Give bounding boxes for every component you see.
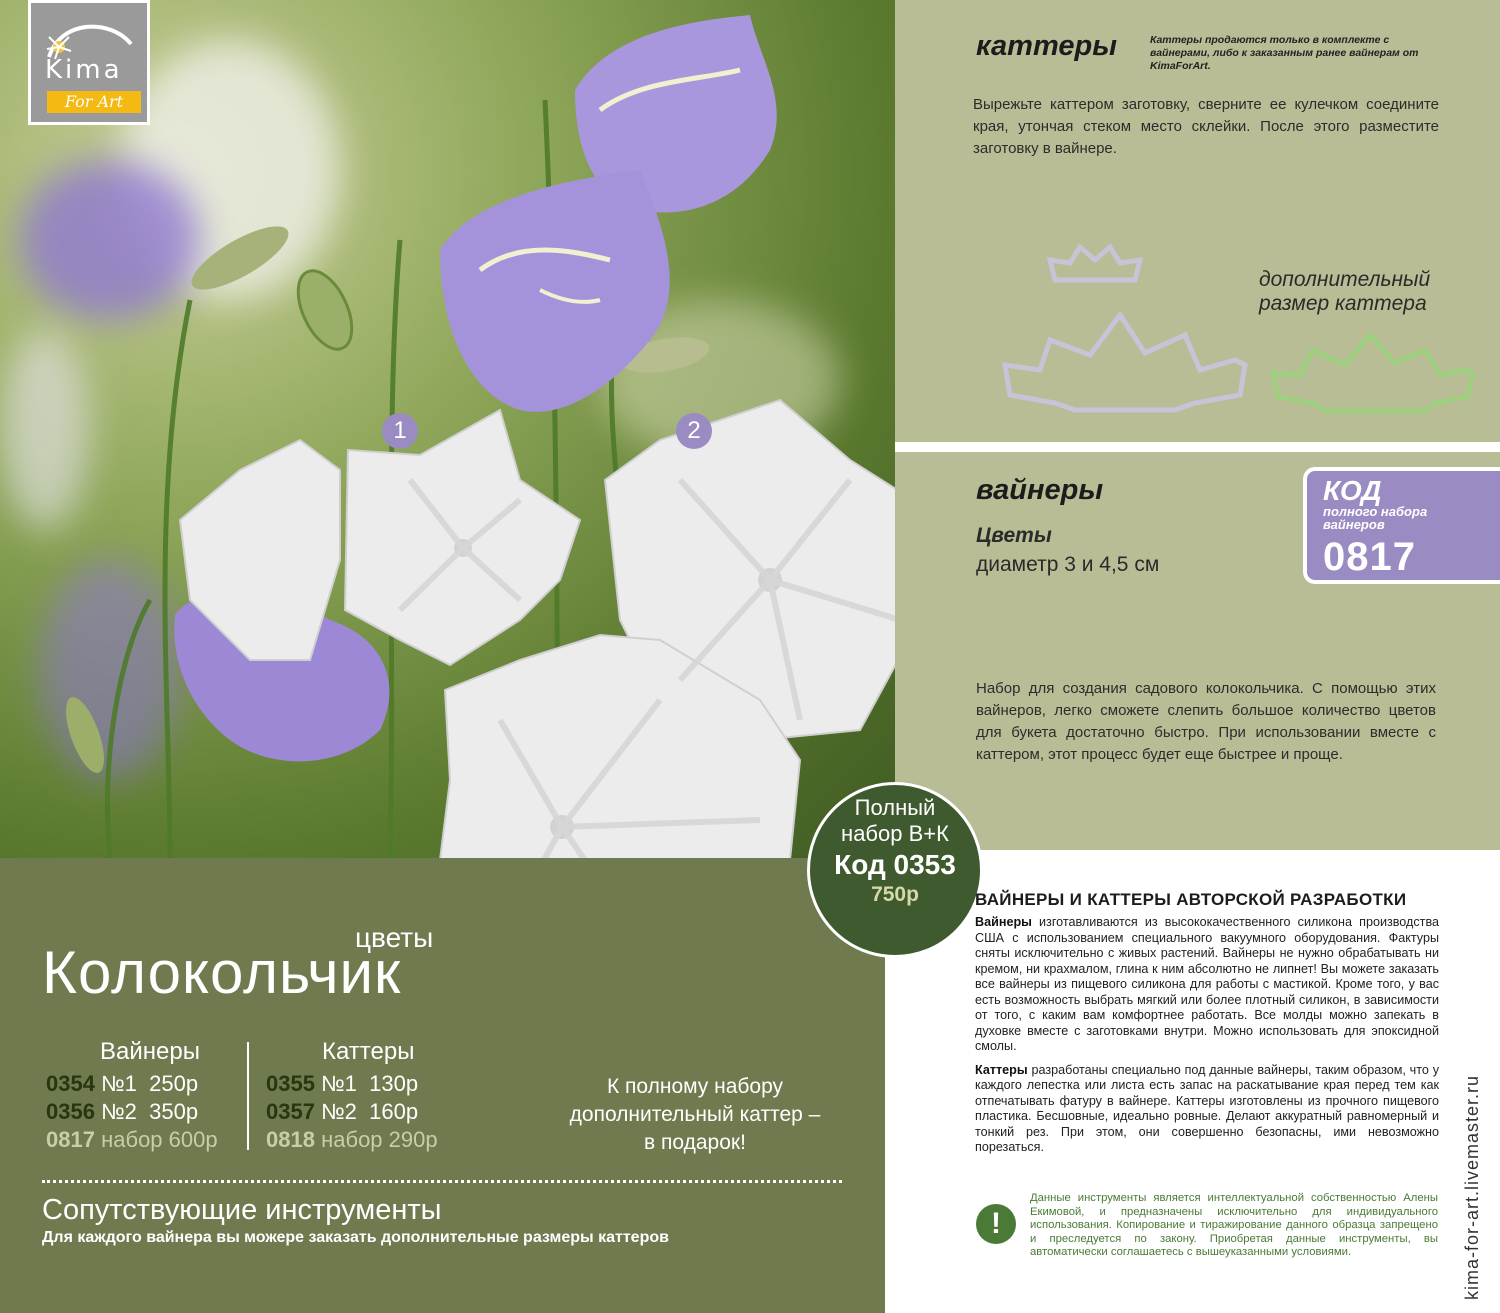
cutters-note: Каттеры продаются только в комплекте с вайнерами, либо к заказанным ранее вайнерам от KimaForArt.: [1150, 34, 1419, 72]
cutters-title: каттеры: [976, 30, 1117, 62]
price-code: 0356: [46, 1099, 95, 1124]
cutters-paragraph-text: разработаны специально под данные вайнеры, таким образом, что у каждого лепестка или листа есть запас на раскатывание края перед тем как отпечатывать фатуру в вайнере. Каттеры изготовлены из прочного пищевого пластика. Бесшовные, идеально ровные. Делают аккуратный равномерный и тонкий рез. При этом, они совершенно безопасны, ими невозможно порезаться.: [975, 1062, 1439, 1154]
logo-wordmark: Kima: [45, 55, 123, 85]
code-box-label: КОД: [1323, 475, 1382, 506]
website-url: kima-for-art.livemaster.ru: [1462, 1074, 1482, 1300]
vainers-price-header: Вайнеры: [100, 1038, 200, 1065]
price-value: 160р: [369, 1099, 419, 1124]
full-set-price: 750р: [871, 883, 919, 906]
price-code: 0817: [46, 1127, 95, 1152]
price-value: 250р: [149, 1071, 199, 1096]
code-box-caption: [1323, 505, 1427, 531]
price-value: 290р: [388, 1127, 438, 1152]
full-set-price-badge: [807, 782, 983, 958]
price-code: 0354: [46, 1071, 95, 1096]
mold-number-1-badge: 1: [382, 413, 418, 449]
cutters-panel: [895, 0, 1500, 442]
gift-line1: К полному набору: [606, 1075, 784, 1098]
vainers-price-list: [46, 1070, 218, 1154]
product-category: цветы: [355, 922, 434, 953]
price-value: 600р: [168, 1127, 218, 1152]
vainers-paragraph: [975, 915, 1439, 1055]
extra-cutter-size-line1: дополнительный: [1259, 268, 1431, 291]
code-box-caption-line1: полного набора: [1323, 504, 1428, 519]
price-divider: [247, 1042, 249, 1150]
price-code: 0818: [266, 1127, 315, 1152]
cutters-paragraph: [975, 1063, 1439, 1156]
cutters-price-list: [266, 1070, 438, 1154]
exclamation-icon: !: [976, 1204, 1016, 1244]
price-item: набор: [321, 1127, 383, 1152]
full-set-code-box: [1303, 467, 1500, 584]
cutters-lead: Каттеры: [975, 1062, 1028, 1077]
price-value: 350р: [149, 1099, 199, 1124]
full-set-line2: набор В+К: [841, 821, 949, 846]
price-item: №2: [101, 1099, 137, 1124]
product-info-panel: [0, 858, 885, 1313]
vainers-diameter: диаметр 3 и 4,5 см: [976, 553, 1160, 576]
product-photo: [0, 0, 895, 858]
kima-logo: [28, 0, 150, 125]
copyright-notice: Данные инструменты является интеллектуальной собственностью Алены Екимовой, и предназначены исключительно для индивидуального использования. Копирование и тиражирование данного образца запрещено и преследуется по закону. Приобретая данные инструменты, вы автоматически соглашаетесь с вышеуказанными условиями.: [1030, 1192, 1438, 1258]
vainers-title: вайнеры: [976, 474, 1104, 506]
extra-cutter-size-line2: размер каттера: [1259, 292, 1427, 315]
vainers-subtitle: Цветы: [976, 524, 1052, 547]
price-item: №2: [321, 1099, 357, 1124]
price-item: набор: [101, 1127, 163, 1152]
price-value: 130р: [369, 1071, 419, 1096]
price-item: №1: [321, 1071, 357, 1096]
price-row: [46, 1098, 218, 1126]
price-code: 0357: [266, 1099, 315, 1124]
full-set-code: Код 0353: [834, 849, 956, 880]
product-name: Колокольчик: [42, 939, 402, 1006]
gift-line3: в подарок!: [644, 1131, 746, 1154]
extra-cutter-size-label: [1259, 268, 1430, 316]
vainers-lead: Вайнеры: [975, 915, 1032, 929]
cutters-price-header: Каттеры: [322, 1038, 415, 1065]
author-description: [975, 915, 1439, 1156]
code-box-caption-line2: вайнеров: [1323, 517, 1385, 532]
cutter-outlines-illustration: [995, 225, 1495, 425]
cutters-description: Вырежьте каттером заготовку, сверните ее кулечком соедините края, утончая стеком место склейки. После этого разместите заготовку в вайнере.: [973, 96, 1439, 157]
dotted-divider: [42, 1180, 842, 1183]
related-tools-subtitle: Для каждого вайнера вы можере заказать дополнительные размеры каттеров: [42, 1229, 669, 1246]
vainers-paragraph-text: изготавливаются из высококачественного силикона производства США с использованием специального вакуумного оборудования. Фактуры сняты исключительно с живых растений. Вайнеры не нужно обрабатывать ни кремом, ни крахмалом, глина к ним абсолютно не липнет! Вы можете заказать все вайнеры из пищевого силикона для работы с мастикой. Кроме того, у вас есть возможность выбрать мягкий или более плотный силикон, в зависимости от того, с каким вам комфортнее работать. Все молды можно запекать в духовке вместе с заготовками внутри. Можно использовать для эпоксидной смолы.: [975, 915, 1439, 1053]
price-row: [266, 1126, 438, 1154]
full-set-line1: Полный: [854, 795, 936, 820]
price-item: №1: [101, 1071, 137, 1096]
price-row: [46, 1126, 218, 1154]
related-tools-title: Сопутствующие инструменты: [42, 1194, 442, 1226]
price-row: [266, 1070, 438, 1098]
price-code: 0355: [266, 1071, 315, 1096]
logo-tagline: For Art: [47, 91, 141, 113]
price-row: [46, 1070, 218, 1098]
gift-message: [555, 1073, 835, 1157]
vainers-description: Набор для создания садового колокольчика. С помощью этих вайнеров, легко сможете слепить большое количество цветов для букета достаточно быстро. При использовании вместе с каттером, этот процесс будет еще быстрее и проще.: [976, 680, 1436, 763]
mold-number-2-badge: 2: [676, 413, 712, 449]
code-box-code: 0817: [1323, 535, 1416, 579]
author-heading: ВАЙНЕРЫ И КАТТЕРЫ АВТОРСКОЙ РАЗРАБОТКИ: [975, 890, 1407, 909]
price-row: [266, 1098, 438, 1126]
gift-line2: дополнительный каттер –: [569, 1103, 821, 1126]
